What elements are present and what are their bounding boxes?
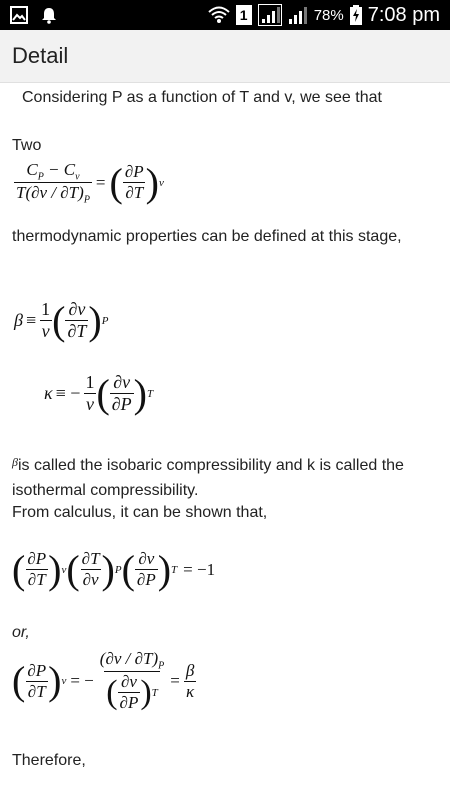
notification-bell-icon xyxy=(40,6,58,24)
signal-sim2-icon xyxy=(288,5,308,25)
detail-content[interactable] xyxy=(0,82,450,800)
equation-triple-product: ( $\frac{\partial P}{\partial T}$ ) v ( $\frac{\partial T}{\partial v}$ ) P ( $\frac{\partial v}{\partial P}$ ) T = −1 xyxy=(12,546,216,592)
or-text: or, xyxy=(12,624,30,641)
battery-percent: 78% xyxy=(313,6,344,24)
equation-kappa: κ ≡ − $\frac{1}{v}$ ( $\frac{\partial v}{\partial P}$ ) T xyxy=(44,370,154,416)
two-text: Two xyxy=(12,137,42,154)
page-title: Detail xyxy=(12,43,69,68)
wifi-icon xyxy=(208,5,230,25)
equation-final-relation: ( $\frac{\partial P}{\partial T}$ ) v = − $(\partial v / \partial T)_P$ ( $\frac{\partial v}{\partial P}$ ) T = $\frac{\beta}{\kappa}$ xyxy=(12,649,195,713)
signal-sim1-icon xyxy=(258,4,282,26)
sim-slot-badge: 1 xyxy=(236,5,252,25)
status-right-icons xyxy=(208,0,440,30)
compressibility-desc: is called the isobaric compressibility and k is called the isothermal compressibility. xyxy=(12,457,404,499)
compressibility-text xyxy=(12,450,437,503)
gallery-icon xyxy=(10,6,28,24)
status-bar xyxy=(0,0,450,30)
therefore-text: Therefore, xyxy=(12,752,86,769)
app-bar xyxy=(0,30,450,83)
calculus-text: From calculus, it can be shown that, xyxy=(12,504,268,521)
status-left-icons xyxy=(10,6,58,24)
battery-charging-icon xyxy=(350,5,362,25)
equation-beta: β ≡ $\frac{1}{v}$ ( $\frac{\partial v}{\partial T}$ ) P xyxy=(14,297,109,343)
thermo-properties-text: thermodynamic properties can be defined at this stage, xyxy=(12,228,402,245)
intro-text: Considering P as a function of T and v, we see that xyxy=(22,89,382,106)
beta-symbol-inline: β xyxy=(12,455,18,469)
equation-cp-cv: $\frac{C_P - C_v}{T(\partial v / \partial T)_P}$ = ( $\frac{\partial P}{\partial T}$ ) v xyxy=(16,159,164,206)
clock: 7:08 pm xyxy=(367,3,440,26)
